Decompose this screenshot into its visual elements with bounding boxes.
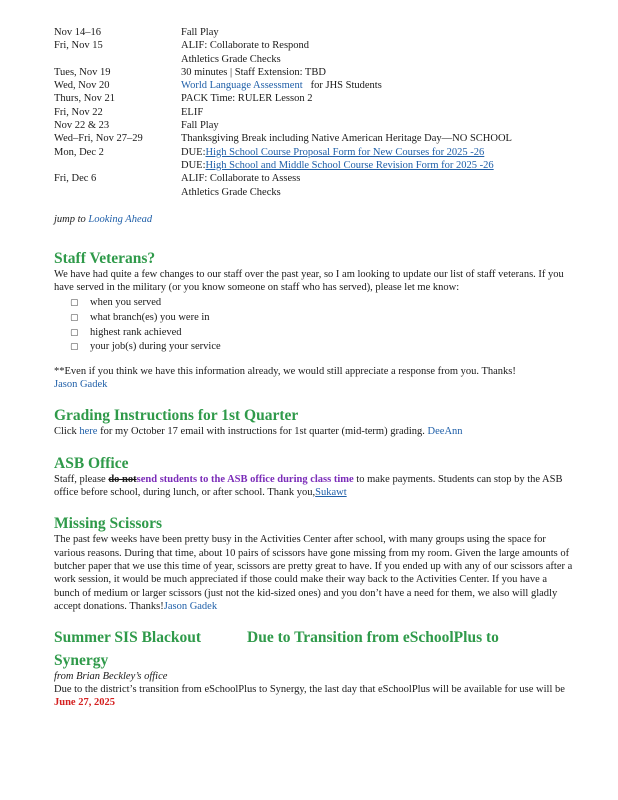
blackout-from: from Brian Beckley’s office <box>54 671 168 683</box>
calendar-date <box>54 159 181 172</box>
calendar-row <box>54 132 574 145</box>
jump-prefix: jump to <box>54 213 86 225</box>
calendar-date: Mon, Dec 2 <box>54 146 104 158</box>
calendar-event: Athletics Grade Checks <box>181 53 281 65</box>
scissors-heading: Missing Scissors <box>54 515 163 533</box>
asb-section <box>54 454 574 500</box>
calendar-event: ALIF: Collaborate to Assess <box>181 173 301 185</box>
asb-signature-link[interactable]: Sukawt <box>315 487 347 499</box>
calendar-event: Thanksgiving Break including Native American Heritage Day—NO SCHOOL <box>181 133 512 145</box>
calendar-row <box>54 186 574 199</box>
calendar-date: Nov 14–16 <box>54 27 101 38</box>
calendar-list <box>54 26 574 199</box>
calendar-row <box>54 79 574 92</box>
calendar-event-link[interactable]: High School and Middle School Course Revision Form for 2025 -26 <box>205 159 494 171</box>
calendar-date <box>54 53 181 66</box>
list-item: ▢ when you served <box>70 296 574 311</box>
calendar-date: Fri, Nov 15 <box>54 40 103 52</box>
calendar-event: DUE:High School Course Proposal Form for New Courses for 2025 -26 <box>181 146 485 158</box>
veterans-bullet-list <box>70 296 574 354</box>
jump-line <box>54 213 574 226</box>
calendar-row <box>54 159 574 172</box>
looking-ahead-link[interactable]: Looking Ahead <box>88 213 153 225</box>
calendar-row <box>54 26 574 39</box>
list-item: ▢ your job(s) during your service <box>70 340 574 355</box>
calendar-row <box>54 106 574 119</box>
calendar-date: Nov 22 & 23 <box>54 120 110 132</box>
calendar-event-link[interactable]: High School Course Proposal Form for New Courses for 2025 -26 <box>205 146 485 158</box>
checkbox-bullet-icon: ▢ <box>70 342 79 353</box>
asb-heading: ASB Office <box>54 454 129 472</box>
list-item: ▢ what branch(es) you were in <box>70 311 574 326</box>
asb-emphasis: send students to the ASB office during class time <box>136 473 354 485</box>
checkbox-bullet-icon: ▢ <box>70 313 79 324</box>
blackout-heading: Summer SIS Blackout Due to Transition from eSchoolPlus to <box>54 629 499 647</box>
grading-here-link[interactable]: here <box>79 426 98 438</box>
staff-veterans-heading: Staff Veterans? <box>54 249 156 267</box>
calendar-row <box>54 39 574 52</box>
calendar-date: Wed, Nov 20 <box>54 80 110 92</box>
calendar-event: World Language Assessment for JHS Students <box>181 80 382 92</box>
calendar-event: DUE:High School and Middle School Course Revision Form for 2025 -26 <box>181 159 494 171</box>
calendar-date: Tues, Nov 19 <box>54 66 111 78</box>
veterans-note: **Even if you think we have this information already, we would still appreciate a response from you. Thanks! Jason Gadek <box>54 365 516 391</box>
calendar-row <box>54 172 574 185</box>
calendar-row <box>54 92 574 105</box>
list-item: ▢ highest rank achieved <box>70 326 574 341</box>
struck-text: do not <box>108 473 137 485</box>
scissors-section <box>54 514 574 613</box>
grading-text: Click here for my October 17 email with instructions for 1st quarter (mid-term) grading. DeeAnn <box>54 426 463 438</box>
calendar-event: Athletics Grade Checks <box>181 186 281 198</box>
scissors-signature-link[interactable]: Jason Gadek <box>163 600 218 612</box>
calendar-date: Wed–Fri, Nov 27–29 <box>54 133 143 145</box>
calendar-date: Thurs, Nov 21 <box>54 93 115 105</box>
blackout-heading-line2: Synergy <box>54 652 109 670</box>
checkbox-bullet-icon: ▢ <box>70 298 79 309</box>
asb-text: Staff, please do notsend students to the ASB office during class time to make payments. Students can stop by the ASB office before school, during lunch, or after school. Thank you,Sukawt <box>54 473 563 499</box>
staff-veterans-intro: We have had quite a few changes to our staff over the past year, so I am looking to update our list of staff veterans. If you have served in the military (or you know someone on staff who has served), please let me know: <box>54 268 564 294</box>
veterans-signature-link[interactable]: Jason Gadek <box>54 379 108 391</box>
calendar-event: PACK Time: RULER Lesson 2 <box>181 93 313 105</box>
grading-heading: Grading Instructions for 1st Quarter <box>54 407 299 425</box>
calendar-event: ALIF: Collaborate to Respond <box>181 40 310 52</box>
blackout-date: June 27, 2025 <box>54 697 115 709</box>
calendar-date: Fri, Nov 22 <box>54 106 103 118</box>
calendar-event: Fall Play <box>181 27 219 38</box>
calendar-row <box>54 53 574 66</box>
calendar-row <box>54 146 574 159</box>
blackout-section <box>54 628 574 710</box>
grading-section <box>54 406 574 438</box>
blackout-text: Due to the district’s transition from eSchoolPlus to Synergy, the last day that eSchoolPlus will be available for use will be June 27, 2025 <box>54 684 565 709</box>
calendar-date <box>54 186 181 199</box>
calendar-event: 30 minutes | Staff Extension: TBD <box>181 66 326 78</box>
grading-signature-link[interactable]: DeeAnn <box>427 426 463 438</box>
scissors-text: The past few weeks have been pretty busy in the Activities Center after school, with many groups using the space for various reasons. During that time, about 10 pairs of scissors have gone missing from my room. Given the large amounts of butcher paper that we use this time of year, scissors are pretty great to have. If you ended up with any of our scissors after a work session, it would be much appreciated if those could make their way back to the Activities Center. If you have a bunch of medium or larger scissors (just not the kid-sized ones) and you don’t have a need for them, we also will gladly accept donations. Thanks!Jason Gadek <box>54 534 573 612</box>
newsletter-page <box>54 26 574 710</box>
calendar-row <box>54 119 574 132</box>
calendar-event: Fall Play <box>181 120 219 132</box>
calendar-date: Fri, Dec 6 <box>54 173 97 185</box>
calendar-event: ELIF <box>181 106 204 118</box>
calendar-event-link[interactable]: World Language Assessment <box>181 80 303 92</box>
staff-veterans-section <box>54 249 574 392</box>
checkbox-bullet-icon: ▢ <box>70 327 79 338</box>
calendar-row <box>54 66 574 79</box>
